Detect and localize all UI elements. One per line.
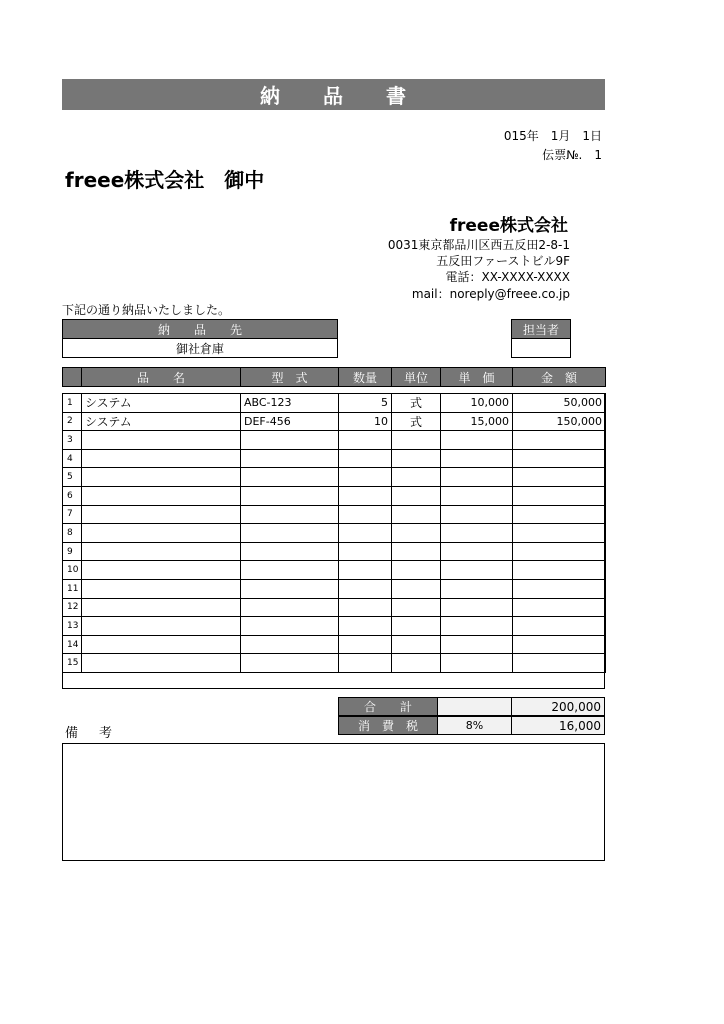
item-unit — [392, 654, 441, 673]
item-unit-price — [441, 635, 513, 654]
item-unit — [392, 486, 441, 505]
item-unit-price — [441, 505, 513, 524]
item-quantity — [339, 486, 392, 505]
header-unit: 単位 — [391, 367, 441, 387]
item-amount — [513, 486, 606, 505]
item-amount — [513, 449, 606, 468]
item-unit — [392, 561, 441, 580]
total-value: 200,000 — [511, 697, 605, 716]
item-model — [241, 524, 339, 543]
item-amount — [513, 579, 606, 598]
item-name — [82, 542, 241, 561]
item-amount — [513, 654, 606, 673]
row-number: 8 — [63, 524, 82, 543]
item-unit-price: 10,000 — [441, 394, 513, 413]
item-name — [82, 654, 241, 673]
row-number: 9 — [63, 542, 82, 561]
item-amount — [513, 431, 606, 450]
item-model — [241, 654, 339, 673]
item-name — [82, 561, 241, 580]
item-model — [241, 635, 339, 654]
item-model: DEF-456 — [241, 412, 339, 431]
staff-value — [511, 338, 571, 358]
row-number: 10 — [63, 561, 82, 580]
table-row — [63, 412, 606, 431]
sender-address-1: 0031東京都品川区西五反田2-8-1 — [387, 238, 570, 252]
header-item-name: 品 名 — [81, 367, 241, 387]
item-model — [241, 617, 339, 636]
item-unit-price: 15,000 — [441, 412, 513, 431]
item-name — [82, 635, 241, 654]
sender-mail: mail：noreply@freee.co.jp — [411, 287, 570, 301]
item-unit-price — [441, 617, 513, 636]
item-quantity — [339, 635, 392, 654]
item-quantity — [339, 468, 392, 487]
table-row — [63, 598, 606, 617]
item-quantity — [339, 617, 392, 636]
sender-phone: 電話：XX-XXXX-XXXX — [445, 270, 570, 284]
delivery-destination-label: 納 品 先 — [62, 319, 338, 339]
item-unit-price — [441, 579, 513, 598]
item-name: システム — [82, 394, 241, 413]
table-row — [63, 394, 606, 413]
item-amount — [513, 542, 606, 561]
item-unit-price — [441, 654, 513, 673]
staff-label: 担当者 — [511, 319, 571, 339]
item-unit-price — [441, 468, 513, 487]
item-unit — [392, 617, 441, 636]
row-number: 4 — [63, 449, 82, 468]
item-unit — [392, 542, 441, 561]
table-row — [63, 617, 606, 636]
table-row — [63, 542, 606, 561]
item-name: システム — [82, 412, 241, 431]
row-number: 3 — [63, 431, 82, 450]
item-unit-price — [441, 431, 513, 450]
item-unit — [392, 598, 441, 617]
item-unit — [392, 431, 441, 450]
tax-value: 16,000 — [511, 716, 605, 735]
table-row — [63, 524, 606, 543]
tax-rate: 8% — [437, 716, 512, 735]
item-unit — [392, 524, 441, 543]
item-unit — [392, 635, 441, 654]
item-quantity — [339, 598, 392, 617]
item-quantity: 5 — [339, 394, 392, 413]
item-model — [241, 598, 339, 617]
header-no — [62, 367, 82, 387]
item-name — [82, 431, 241, 450]
item-unit-price — [441, 598, 513, 617]
item-name — [82, 449, 241, 468]
row-number: 1 — [63, 394, 82, 413]
item-model — [241, 579, 339, 598]
item-unit — [392, 505, 441, 524]
item-amount — [513, 598, 606, 617]
table-row — [63, 635, 606, 654]
tax-label: 消 費 税 — [338, 716, 438, 735]
table-row — [63, 431, 606, 450]
item-model — [241, 449, 339, 468]
item-name — [82, 579, 241, 598]
row-number: 5 — [63, 468, 82, 487]
item-amount — [513, 561, 606, 580]
row-number: 15 — [63, 654, 82, 673]
header-amount: 金 額 — [512, 367, 606, 387]
item-model — [241, 561, 339, 580]
item-amount — [513, 505, 606, 524]
row-number: 13 — [63, 617, 82, 636]
item-unit-price — [441, 449, 513, 468]
table-row — [63, 654, 606, 673]
items-table — [62, 393, 606, 673]
sender-address-2: 五反田ファーストビル9F — [436, 254, 570, 268]
table-row — [63, 486, 606, 505]
row-number: 2 — [63, 412, 82, 431]
header-unit-price: 単 価 — [440, 367, 513, 387]
total-label: 合 計 — [338, 697, 438, 716]
row-number: 11 — [63, 579, 82, 598]
table-row — [63, 561, 606, 580]
item-unit-price — [441, 542, 513, 561]
slip-number: 伝票№. 1 — [542, 148, 602, 162]
item-model — [241, 431, 339, 450]
issue-date: 015年 1月 1日 — [503, 129, 602, 143]
item-quantity — [339, 542, 392, 561]
item-quantity — [339, 505, 392, 524]
intro-text: 下記の通り納品いたしました。 — [62, 303, 231, 317]
row-number: 14 — [63, 635, 82, 654]
client-name: freee株式会社 御中 — [65, 168, 265, 192]
item-quantity — [339, 561, 392, 580]
item-name — [82, 486, 241, 505]
document-title: 納 品 書 — [62, 79, 605, 110]
remarks-label: 備 考 — [65, 726, 117, 741]
row-number: 6 — [63, 486, 82, 505]
header-quantity: 数量 — [338, 367, 392, 387]
item-quantity — [339, 579, 392, 598]
item-amount — [513, 468, 606, 487]
header-model: 型 式 — [240, 367, 339, 387]
item-unit — [392, 449, 441, 468]
item-model — [241, 505, 339, 524]
item-amount: 150,000 — [513, 412, 606, 431]
item-name — [82, 505, 241, 524]
table-row — [63, 505, 606, 524]
item-unit: 式 — [392, 394, 441, 413]
item-quantity — [339, 431, 392, 450]
total-empty-cell — [437, 697, 512, 716]
item-quantity: 10 — [339, 412, 392, 431]
item-quantity — [339, 524, 392, 543]
item-model — [241, 486, 339, 505]
table-row — [63, 449, 606, 468]
items-header-row — [62, 367, 606, 387]
item-amount — [513, 635, 606, 654]
item-amount — [513, 524, 606, 543]
table-row — [63, 579, 606, 598]
item-unit-price — [441, 524, 513, 543]
item-unit: 式 — [392, 412, 441, 431]
item-name — [82, 617, 241, 636]
item-unit — [392, 579, 441, 598]
item-unit-price — [441, 486, 513, 505]
remarks-box[interactable] — [62, 743, 605, 861]
item-amount — [513, 617, 606, 636]
row-number: 7 — [63, 505, 82, 524]
item-name — [82, 468, 241, 487]
item-unit — [392, 468, 441, 487]
item-model — [241, 468, 339, 487]
item-name — [82, 524, 241, 543]
table-row — [63, 468, 606, 487]
item-amount: 50,000 — [513, 394, 606, 413]
item-model — [241, 542, 339, 561]
item-name — [82, 598, 241, 617]
item-quantity — [339, 449, 392, 468]
delivery-destination-value: 御社倉庫 — [62, 338, 338, 358]
item-quantity — [339, 654, 392, 673]
sender-company: freee株式会社 — [449, 216, 568, 236]
item-unit-price — [441, 561, 513, 580]
item-model: ABC-123 — [241, 394, 339, 413]
row-number: 12 — [63, 598, 82, 617]
